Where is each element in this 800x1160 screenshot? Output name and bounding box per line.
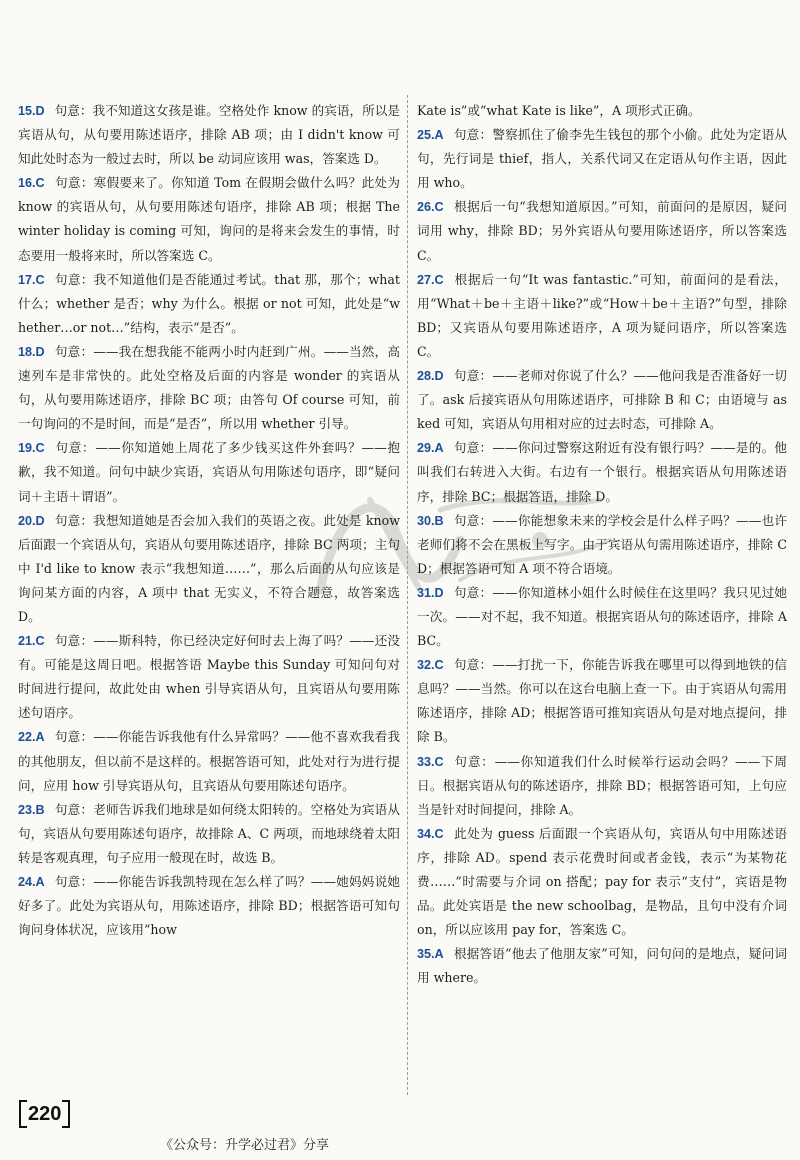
answer-item: 29.A 句意：——你问过警察这附近有没有银行吗？——是的。他叫我们右转进入大街。右边有一个银行。根据宾语从句用陈述语序，排除 BC；根据答语，排除 D。 — [417, 440, 787, 504]
answer-item: 16.C 句意：寒假要来了。你知道 Tom 在假期会做什么吗？此处为 know 的宾语从句，从句要用陈述句语序，排除 AB 项；根据 The winter holiday is coming 可知，询问的是将来会发生的事情，时态要用一般将来时，所以答案选 C。 — [18, 175, 400, 263]
answer-item: 24.A 句意：——你能告诉我凯特现在怎么样了吗？——她妈妈说她好多了。此处为宾语从句，用陈述语序，排除 BD；根据答语可知句询问身体状况，应该用“how — [18, 874, 400, 938]
answer-item: 26.C 根据后一句“我想知道原因。”可知，前面问的是原因，疑问词用 why，排除 BD；另外宾语从句要用陈述语序，所以答案选 C。 — [417, 199, 787, 263]
answer-item: 27.C 根据后一句“It was fantastic.”可知，前面问的是看法，用“What＋be＋主语＋like?”或“How＋be＋主语?”句型，排除 BD；又宾语从句要用陈述语序，A 项为疑问语序，所以答案选 C。 — [417, 271, 787, 359]
answer-item: 17.C 句意：我不知道他们是否能通过考试。that 那，那个；what 什么；whether 是否；why 为什么。根据 or not 可知，此处是“whether…or not…”结构，表示“是否”。 — [18, 271, 400, 335]
answer-item: 34.C 此处为 guess 后面跟一个宾语从句，宾语从句中用陈述语序，排除 AD。spend 表示花费时间或者金钱，表示“为某物花费……”时需要与介词 on 搭配；pay for 表示“支付”，宾语是物品。此处宾语是 the new schoolbag，是物品，且句中没有介词 on，所以应该用 pay for，答案选 C。 — [417, 825, 787, 938]
answer-item: 31.D 句意：——你知道林小姐什么时候住在这里吗？我只见过她一次。——对不起，我不知道。根据宾语从句的陈述语序，排除 ABC。 — [417, 584, 787, 649]
answer-item: 22.A 句意：——你能告诉我他有什么异常吗？——他不喜欢我看我的其他朋友，但以前不是这样的。根据答语可知，此处对行为进行提问，应用 how 引导宾语从句，且宾语从句要用陈述句语序。 — [18, 729, 400, 793]
answer-item: 25.A 句意：警察抓住了偷李先生钱包的那个小偷。此处为定语从句，先行词是 thief，指人，关系代词又在定语从句作主语，因此用 who。 — [417, 127, 787, 191]
answer-item: 32.C 句意：——打扰一下，你能告诉我在哪里可以得到地铁的信息吗？——当然。你可以在这台电脑上查一下。由于宾语从句需用陈述语序，排除 AD；根据答语可推知宾语从句是对地点提问，排除 B。 — [417, 657, 787, 745]
column-divider — [407, 95, 408, 1095]
answer-item: 19.C 句意：——你知道她上周花了多少钱买这件外套吗？——抱歉，我不知道。问句中缺少宾语，宾语从句用陈述句语序，即“疑问词＋主语＋谓语”。 — [18, 440, 400, 504]
left-column — [18, 99, 400, 942]
answer-item: 21.C 句意：——斯科特，你已经决定好何时去上海了吗？——还没有。可能是这周日吧。根据答语 Maybe this Sunday 可知问句对时间进行提问，故此处由 when 引导宾语从句，且宾语从句要用陈述句语序。 — [18, 633, 400, 721]
answer-item-continued: Kate is”或“what Kate is like”，A 项形式正确。 — [417, 103, 701, 118]
right-column — [417, 99, 787, 990]
answer-item: 23.B 句意：老师告诉我们地球是如何绕太阳转的。空格处为宾语从句，宾语从句要用陈述句语序，故排除 A、C 两项，而地球绕着太阳转是客观真理，句子应用一般现在时，故选 B。 — [18, 801, 400, 865]
answer-item: 28.D 句意：——老师对你说了什么？——他问我是否准备好一切了。ask 后接宾语从句用陈述语序，可排除 B 和 C；由语境与 asked 可知，宾语从句用相对应的过去时态，可排除 A。 — [417, 368, 787, 432]
answer-item: 30.B 句意：——你能想象未来的学校会是什么样子吗？——也许老师们将不会在黑板上写字。由于宾语从句需用陈述语序，排除 CD；根据答语可知 A 项不符合语境。 — [417, 512, 787, 576]
answer-item: 15.D 句意：我不知道这女孩是谁。空格处作 know 的宾语，所以是宾语从句，从句要用陈述语序，排除 AB 项；由 I didn't know 可知此处时态为一般过去时，所以 be 动词应该用 was，答案选 D。 — [18, 103, 400, 167]
page-number: 220 — [16, 1100, 73, 1128]
footer-credit: 《公众号：升学必过君》分享 — [160, 1138, 330, 1153]
answer-item: 35.A 根据答语“他去了他朋友家”可知，问句问的是地点，疑问词用 where。 — [417, 946, 787, 986]
answer-item: 33.C 句意：——你知道我们什么时候举行运动会吗？——下周日。根据宾语从句的陈述语序，排除 BD；根据答语可知，上句应当是针对时间提问，排除 A。 — [417, 753, 787, 817]
answer-item: 18.D 句意：——我在想我能不能两小时内赶到广州。——当然，高速列车是非常快的。此处空格及后面的内容是 wonder 的宾语从句，从句要用陈述语序，排除 BC 项；由答句 Of course 可知，前一句询问的不是时间，而是“是否”，所以用 whether 引导。 — [18, 343, 400, 432]
answer-item: 20.D 句意：我想知道她是否会加入我们的英语之夜。此处是 know 后面跟一个宾语从句，宾语从句要用陈述语序，排除 BC 两项；主句中 I'd like to know 表示“我想知道……”，那么后面的从句应该是询问某方面的内容，A 项中 that 无实义，不符合题意，故答案选 D。 — [18, 512, 400, 624]
